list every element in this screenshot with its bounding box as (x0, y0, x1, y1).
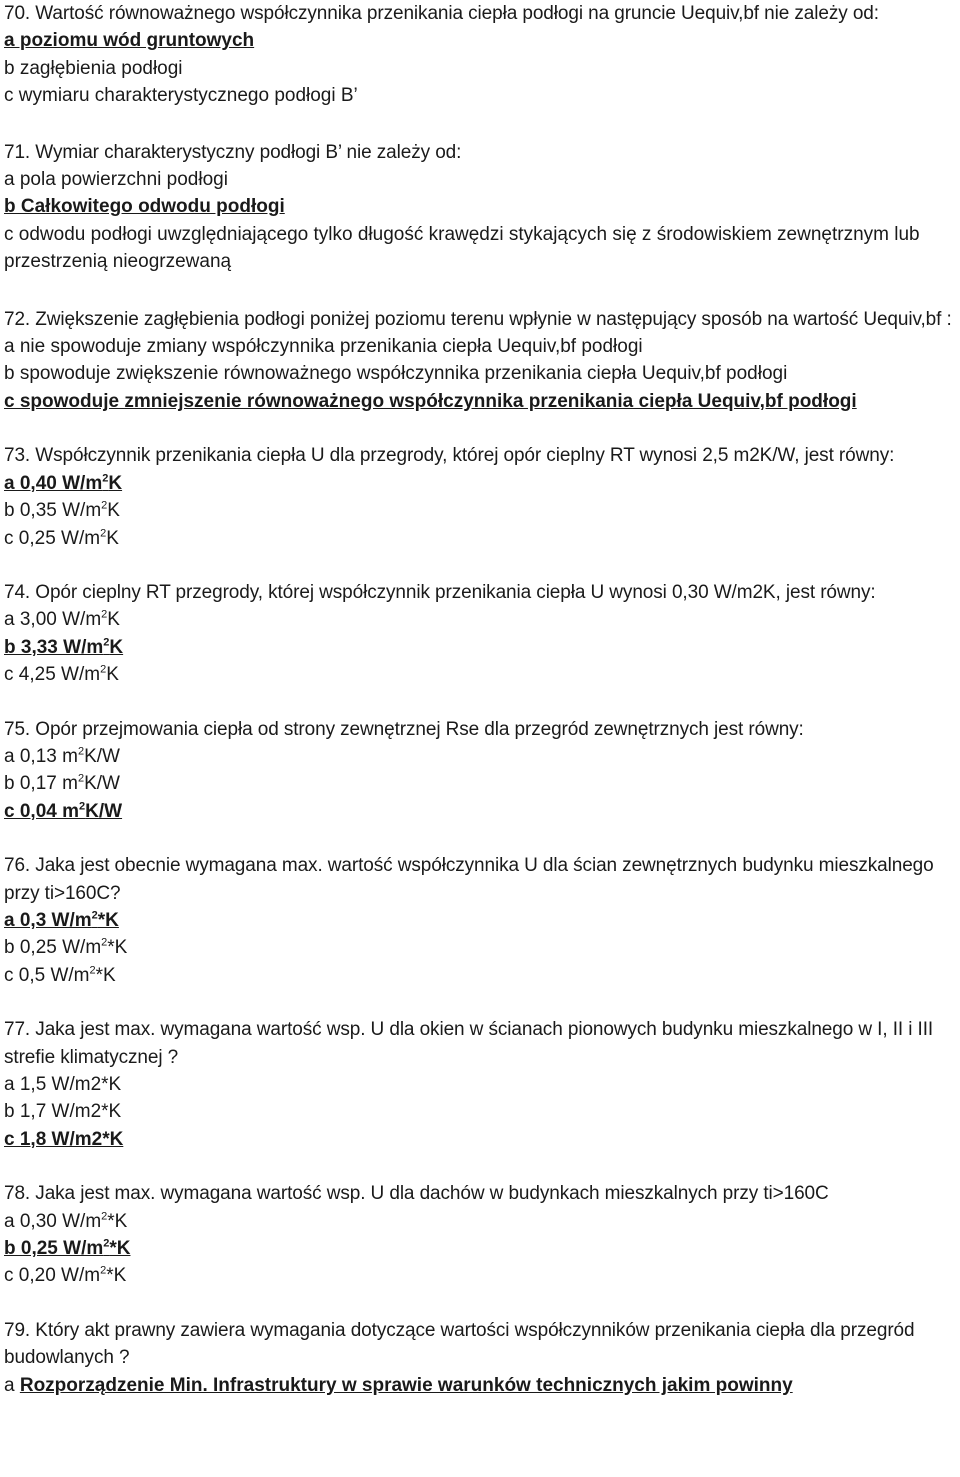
unit-exponent: 2 (101, 937, 108, 950)
answer-text (4, 637, 123, 658)
unit-suffix: *K (97, 909, 119, 931)
question-text: 79. Który akt prawny zawiera wymagania dotyczące wartości współczynników przenikania ciepła dla przegród budowlanych ? (4, 1319, 915, 1369)
unit-suffix: K (107, 609, 120, 631)
answer-text: b 1,7 W/m2*K (4, 1101, 122, 1123)
answer-value: c 0,25 W/m (4, 527, 101, 549)
answer-text: b zagłębienia podłogi (4, 57, 183, 79)
answer-text: a nie spowoduje zmiany współczynnika przenikania ciepła Uequiv,bf podłogi (4, 336, 643, 358)
question-text: 74. Opór cieplny RT przegrody, której współczynnik przenikania ciepła U wynosi 0,30 W/m2K, jest równy: (4, 581, 876, 603)
answer-letter: a (4, 1374, 20, 1396)
answer-text (4, 910, 119, 931)
answer-text: a poziomu wód gruntowych (4, 30, 255, 52)
question-text: 78. Jaka jest max. wymagana wartość wsp. U dla dachów w budynkach mieszkalnych przy ti>160C (4, 1183, 829, 1205)
answer-option (4, 1071, 956, 1098)
unit-suffix: K/W (85, 800, 123, 822)
answer-value: a 0,3 W/m (4, 909, 92, 931)
unit-suffix: *K (109, 1238, 131, 1260)
answer-option (4, 497, 956, 524)
unit-suffix: K/W (84, 773, 120, 795)
answer-value: b 3,33 W/m (4, 636, 104, 658)
question-list (4, 0, 956, 1399)
answer-text: c odwodu podłogi uwzględniającego tylko długość krawędzi stykających się z środowiskiem zewnętrznym lub przestrzenią nieogrzewaną (4, 223, 920, 273)
answer-text (4, 773, 120, 794)
answer-option (4, 1262, 956, 1289)
answer-text (4, 937, 127, 958)
unit-exponent: 2 (79, 800, 86, 813)
question-71 (4, 139, 956, 276)
question-70 (4, 0, 956, 110)
answer-option-correct (4, 634, 956, 661)
answer-option-correct (4, 193, 956, 220)
answer-text (4, 965, 116, 986)
question-text: 72. Zwiększenie zagłębienia podłogi poniżej poziomu terenu wpłynie w następujący sposób na wartość Uequiv,bf : (4, 308, 952, 330)
answer-text: c 1,8 W/m2*K (4, 1128, 124, 1150)
answer-value: a 0,30 W/m (4, 1210, 102, 1232)
answer-text: a 1,5 W/m2*K (4, 1074, 122, 1095)
unit-exponent: 2 (89, 964, 96, 977)
unit-exponent: 2 (77, 773, 85, 786)
answer-option-correct (4, 798, 956, 825)
answer-value: c 4,25 W/m (4, 664, 101, 686)
unit-exponent: 2 (91, 909, 98, 922)
answer-option (4, 360, 956, 387)
unit-suffix: K (109, 636, 124, 658)
answer-value: a 0,40 W/m (4, 472, 103, 494)
answer-value: c 0,5 W/m (4, 964, 90, 986)
question-text: 75. Opór przejmowania ciepła od strony zewnętrznej Rse dla przegród zewnętrznych jest równy: (4, 718, 804, 740)
answer-option-correct (4, 1372, 956, 1399)
answer-text: b Całkowitego odwodu podłogi (4, 196, 285, 218)
answer-value: b 0,17 m (4, 773, 78, 795)
unit-suffix: K (108, 472, 123, 494)
unit-suffix: K (106, 527, 119, 549)
answer-text (4, 801, 122, 822)
answer-option (4, 606, 956, 633)
unit-suffix: *K (95, 964, 116, 986)
answer-text (4, 1211, 127, 1232)
unit-exponent: 2 (101, 608, 108, 621)
answer-option-correct (4, 1126, 956, 1153)
answer-value: b 0,35 W/m (4, 500, 102, 522)
unit-exponent: 2 (100, 527, 107, 540)
question-76 (4, 852, 956, 989)
question-72 (4, 306, 956, 416)
answer-text (4, 528, 119, 549)
unit-suffix: K (107, 500, 120, 522)
answer-text: c wymiaru charakterystycznego podłogi B’ (4, 85, 358, 107)
answer-text (4, 609, 120, 630)
question-75 (4, 716, 956, 826)
unit-suffix: *K (107, 937, 128, 959)
question-text: 71. Wymiar charakterystyczny podłogi B’ nie zależy od: (4, 141, 462, 163)
answer-text (4, 500, 120, 521)
answer-option (4, 934, 956, 961)
unit-exponent: 2 (101, 1210, 108, 1223)
unit-suffix: *K (106, 1265, 127, 1287)
answer-option (4, 82, 956, 109)
answer-text (4, 746, 120, 767)
answer-text: a pola powierzchni podłogi (4, 169, 228, 191)
answer-text: Rozporządzenie Min. Infrastruktury w sprawie warunków technicznych jakim powinny (19, 1374, 793, 1396)
answer-option-correct (4, 1235, 956, 1262)
answer-text (4, 1238, 131, 1259)
answer-option-correct (4, 388, 956, 415)
question-text: 76. Jaka jest obecnie wymagana max. wartość współczynnika U dla ścian zewnętrznych budynku mieszkalnego przy ti>160C? (4, 855, 934, 904)
answer-option (4, 743, 956, 770)
question-73 (4, 442, 956, 552)
answer-option (4, 962, 956, 989)
question-text: 77. Jaka jest max. wymagana wartość wsp. U dla okien w ścianach pionowych budynku mieszkalnego w I, II i III strefie klimatycznej ? (4, 1019, 934, 1068)
unit-suffix: *K (107, 1210, 128, 1232)
answer-option (4, 221, 956, 276)
answer-option (4, 770, 956, 797)
unit-suffix: K (106, 664, 119, 686)
answer-option-correct (4, 907, 956, 934)
unit-exponent: 2 (103, 1237, 110, 1250)
answer-value: a 3,00 W/m (4, 609, 102, 631)
question-text: 70. Wartość równoważnego współczynnika przenikania ciepła podłogi na gruncie Uequiv,bf nie zależy od: (4, 3, 879, 24)
question-77 (4, 1016, 956, 1153)
answer-text (4, 473, 122, 494)
answer-option-correct (4, 27, 956, 54)
unit-exponent: 2 (103, 636, 110, 649)
answer-text (4, 664, 119, 685)
answer-option (4, 166, 956, 193)
answer-option (4, 55, 956, 82)
answer-text: b spowoduje zwiększenie równoważnego współczynnika przenikania ciepła Uequiv,bf podłogi (4, 363, 788, 385)
unit-exponent: 2 (100, 1265, 107, 1278)
unit-exponent: 2 (77, 745, 85, 758)
answer-option (4, 525, 956, 552)
unit-suffix: K/W (84, 745, 120, 767)
unit-exponent: 2 (100, 663, 107, 676)
answer-text (4, 1265, 126, 1286)
unit-exponent: 2 (101, 499, 108, 512)
answer-value: a 0,13 m (4, 745, 78, 767)
question-78 (4, 1180, 956, 1290)
answer-value: b 0,25 W/m (4, 937, 102, 959)
answer-value: b 0,25 W/m (4, 1238, 104, 1260)
answer-option (4, 1208, 956, 1235)
answer-option-correct (4, 470, 956, 497)
unit-exponent: 2 (102, 472, 109, 485)
question-79 (4, 1317, 956, 1399)
answer-text: c spowoduje zmniejszenie równoważnego współczynnika przenikania ciepła Uequiv,bf podłogi (4, 390, 857, 412)
question-text: 73. Współczynnik przenikania ciepła U dla przegrody, której opór cieplny RT wynosi 2,5 m2K/W, jest równy: (4, 445, 895, 467)
answer-value: c 0,20 W/m (4, 1265, 101, 1287)
answer-option (4, 661, 956, 688)
answer-option (4, 1098, 956, 1125)
answer-value: c 0,04 m (4, 800, 79, 822)
question-74 (4, 579, 956, 689)
answer-option (4, 333, 956, 360)
